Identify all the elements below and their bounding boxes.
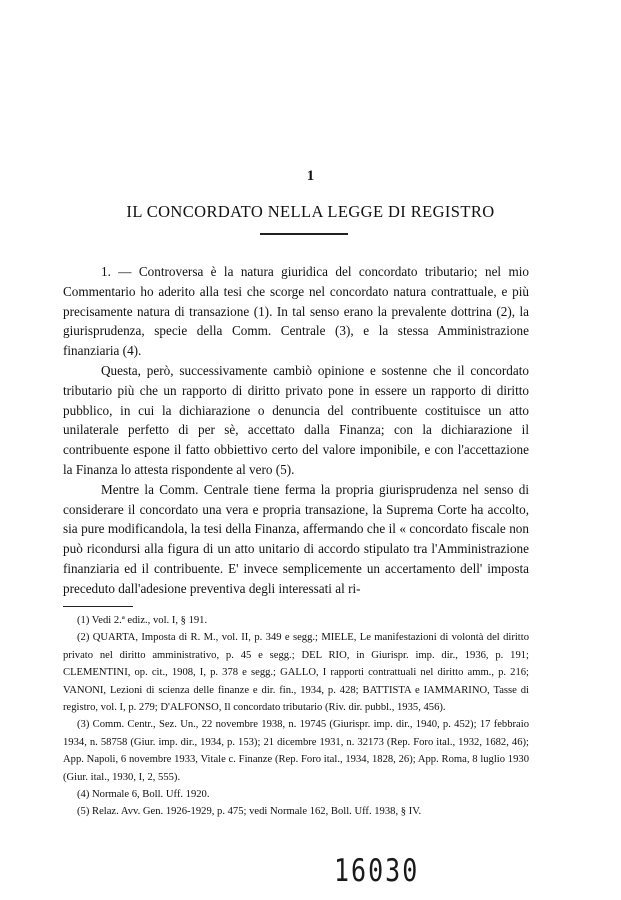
body-text [63,262,529,599]
chapter-number: 1 [306,168,315,184]
paragraph: Mentre la Comm. Centrale tiene ferma la propria giurisprudenza nel senso di considerare il concordato una vera e propria transazione, la Suprema Corte ha accolto, sia pure modificandola, la tesi della Finanza, affermando che il « concordato fiscale non può ricondursi alla figura di un atto unitario di accordo stipulato tra l'Amministrazione finanziaria ed il contribuente. E' invece semplicemente un accertamento dell' imposta preceduto dall'adesione preventiva degli interessati al ri- [63,481,529,596]
library-stamp-number: 16030 [334,852,420,889]
title-divider [260,233,348,235]
footnote: (3) Comm. Centr., Sez. Un., 22 novembre 1938, n. 19745 (Giurispr. imp. dir., 1940, p. 452); 17 febbraio 1934, n. 58758 (Giur. imp. dir., 1934, p. 153); 21 dicembre 1931, n. 32173 (Rep. Foro ital., 1932, 1682, 46); App. Napoli, 6 novembre 1933, Vitale c. Finanze (Rep. Foro ital., 1934, 1828, 26); App. Roma, 8 luglio 1930 (Giur. ital., 1930, I, 2, 555). [63,719,529,783]
footnotes [63,612,529,821]
paragraph: 1. — Controversa è la natura giuridica del concordato tributario; nel mio Commentario ho aderito alla tesi che scorge nel concordato natura contrattuale, e più precisamente natura di transazione (1). In tal senso erano la prevalente dottrina (2), la giurisprudenza, specie della Comm. Centrale (3), e la stessa Amministrazione finanziaria (4). [63,264,529,359]
footnote: (5) Relaz. Avv. Gen. 1926-1929, p. 475; vedi Normale 162, Boll. Uff. 1938, § IV. [77,806,422,818]
footnote: (2) QUARTA, Imposta di R. M., vol. II, p. 349 e segg.; MIELE, Le manifestazioni di volontà del diritto privato nel diritto amministrativo, p. 45 e segg.; DEL RIO, in Giurispr. imp. dir., 1936, p. 191; CLEMENTINI, op. cit., 1908, I, p. 378 e segg.; GALLO, I rapporti contrattuali nel diritto amm., p. 216; VANONI, Lezioni di scienza delle finanze e dir. fin., 1934, p. 428; BATTISTA e IAMMARINO, Tasse di registro, vol. I, p. 279; D'ALFONSO, Il concordato tributario (Riv. dir. pubbl., 1935, 456). [63,632,529,714]
footnote: (4) Normale 6, Boll. Uff. 1920. [77,789,210,801]
chapter-title: IL CONCORDATO NELLA LEGGE DI REGISTRO [126,202,495,221]
footnote-divider [63,606,133,607]
paragraph: Questa, però, successivamente cambiò opinione e sostenne che il concordato tributario più che un rapporto di diritto privato pone in essere un rapporto di diritto pubblico, in cui la dichiarazione o denuncia del contribuente costituisce un atto unilaterale perfetto di per sè, accettato dalla Finanza; con la dichiarazione il contribuente espone il fatto obbiettivo certo del valore imponibile, e con l'accettazione la Finanza lo attesta rispondente al vero (5). [63,362,529,477]
footnote: (1) Vedi 2.ª ediz., vol. I, § 191. [77,615,208,626]
